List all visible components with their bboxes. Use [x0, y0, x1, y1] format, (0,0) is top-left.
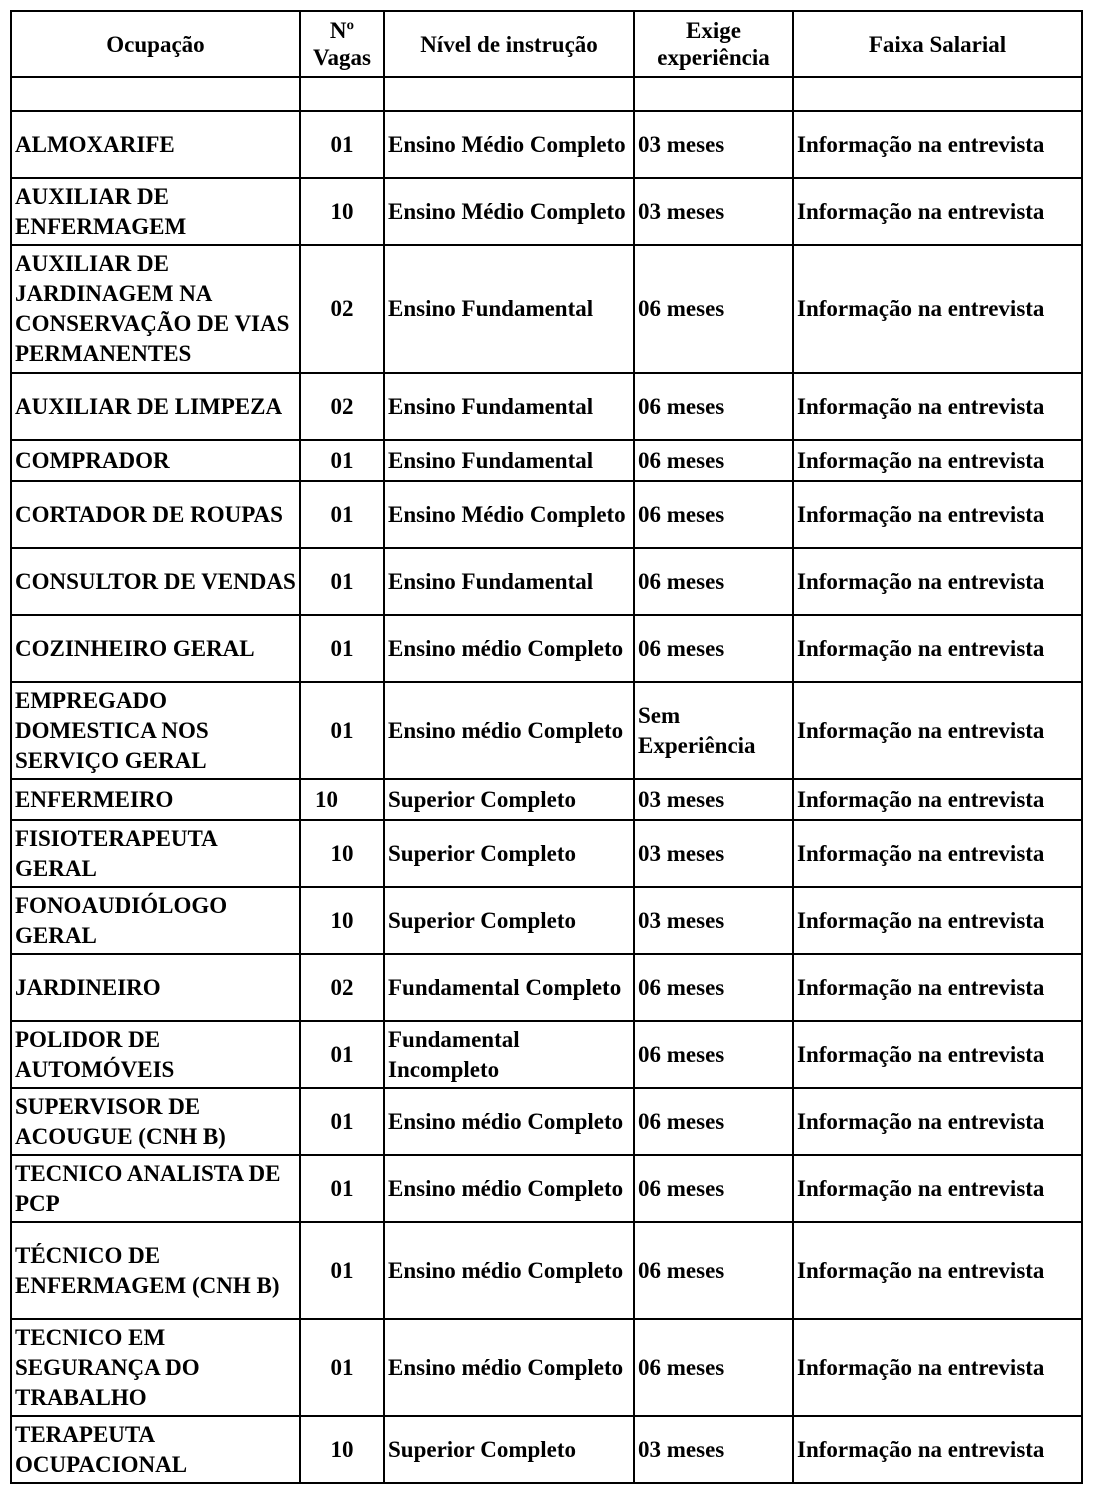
cell-vagas: 01 [300, 682, 384, 779]
header-vagas-line2: Vagas [313, 45, 371, 70]
empty-cell [634, 77, 793, 111]
cell-ocupacao: POLIDOR DE AUTOMÓVEIS [11, 1021, 300, 1088]
cell-nivel: Superior Completo [384, 1416, 634, 1483]
table-body [11, 77, 1082, 1483]
header-row [11, 11, 1082, 77]
cell-vagas: 01 [300, 1088, 384, 1155]
header-vagas [300, 11, 384, 77]
cell-nivel: Fundamental Incompleto [384, 1021, 634, 1088]
cell-faixa: Informação na entrevista [793, 1088, 1082, 1155]
cell-vagas: 02 [300, 954, 384, 1021]
cell-vagas: 01 [300, 440, 384, 481]
cell-ocupacao: ENFERMEIRO [11, 779, 300, 820]
cell-vagas: 01 [300, 615, 384, 682]
cell-experiencia: 06 meses [634, 1155, 793, 1222]
cell-faixa: Informação na entrevista [793, 887, 1082, 954]
empty-row [11, 77, 1082, 111]
cell-ocupacao: SUPERVISOR DE ACOUGUE (CNH B) [11, 1088, 300, 1155]
cell-vagas: 10 [300, 1416, 384, 1483]
cell-experiencia: Sem Experiência [634, 682, 793, 779]
cell-nivel: Ensino médio Completo [384, 1222, 634, 1319]
cell-nivel: Ensino médio Completo [384, 1088, 634, 1155]
cell-experiencia: 06 meses [634, 245, 793, 373]
table-header [11, 11, 1082, 77]
cell-vagas: 01 [300, 1222, 384, 1319]
cell-faixa: Informação na entrevista [793, 682, 1082, 779]
cell-ocupacao: JARDINEIRO [11, 954, 300, 1021]
cell-faixa: Informação na entrevista [793, 615, 1082, 682]
cell-ocupacao: COZINHEIRO GERAL [11, 615, 300, 682]
header-ocupacao: Ocupação [11, 11, 300, 77]
cell-experiencia: 06 meses [634, 440, 793, 481]
cell-ocupacao: CORTADOR DE ROUPAS [11, 481, 300, 548]
cell-faixa: Informação na entrevista [793, 1416, 1082, 1483]
cell-experiencia: 06 meses [634, 481, 793, 548]
cell-vagas: 01 [300, 481, 384, 548]
table-row [11, 548, 1082, 615]
cell-ocupacao: FONOAUDIÓLOGO GERAL [11, 887, 300, 954]
cell-ocupacao: TERAPEUTA OCUPACIONAL [11, 1416, 300, 1483]
cell-vagas: 10 [300, 779, 384, 820]
cell-faixa: Informação na entrevista [793, 111, 1082, 178]
cell-ocupacao: AUXILIAR DE JARDINAGEM NA CONSERVAÇÃO DE VIAS PERMANENTES [11, 245, 300, 373]
empty-cell [384, 77, 634, 111]
cell-ocupacao: TÉCNICO DE ENFERMAGEM (CNH B) [11, 1222, 300, 1319]
cell-nivel: Superior Completo [384, 820, 634, 887]
cell-faixa: Informação na entrevista [793, 1155, 1082, 1222]
cell-experiencia: 03 meses [634, 820, 793, 887]
empty-cell [300, 77, 384, 111]
table-row [11, 1416, 1082, 1483]
cell-experiencia: 06 meses [634, 373, 793, 440]
cell-nivel: Ensino Fundamental [384, 245, 634, 373]
cell-faixa: Informação na entrevista [793, 178, 1082, 245]
cell-experiencia: 06 meses [634, 1088, 793, 1155]
cell-experiencia: 03 meses [634, 1416, 793, 1483]
cell-ocupacao: EMPREGADO DOMESTICA NOS SERVIÇO GERAL [11, 682, 300, 779]
cell-faixa: Informação na entrevista [793, 954, 1082, 1021]
cell-experiencia: 06 meses [634, 1021, 793, 1088]
cell-experiencia: 06 meses [634, 548, 793, 615]
cell-ocupacao: CONSULTOR DE VENDAS [11, 548, 300, 615]
table-row [11, 1155, 1082, 1222]
cell-nivel: Superior Completo [384, 779, 634, 820]
cell-ocupacao: ALMOXARIFE [11, 111, 300, 178]
table-row [11, 1021, 1082, 1088]
header-faixa: Faixa Salarial [793, 11, 1082, 77]
table-row [11, 682, 1082, 779]
table-row [11, 1319, 1082, 1416]
table-row [11, 615, 1082, 682]
cell-faixa: Informação na entrevista [793, 820, 1082, 887]
cell-faixa: Informação na entrevista [793, 440, 1082, 481]
cell-vagas: 10 [300, 887, 384, 954]
cell-faixa: Informação na entrevista [793, 1319, 1082, 1416]
table-row [11, 887, 1082, 954]
cell-nivel: Ensino médio Completo [384, 682, 634, 779]
header-exige-line2: experiência [657, 45, 770, 70]
cell-nivel: Fundamental Completo [384, 954, 634, 1021]
cell-faixa: Informação na entrevista [793, 1021, 1082, 1088]
cell-ocupacao: AUXILIAR DE LIMPEZA [11, 373, 300, 440]
cell-ocupacao: TECNICO ANALISTA DE PCP [11, 1155, 300, 1222]
table-row [11, 245, 1082, 373]
cell-vagas: 01 [300, 1021, 384, 1088]
table-row [11, 1222, 1082, 1319]
cell-faixa: Informação na entrevista [793, 373, 1082, 440]
cell-vagas: 02 [300, 245, 384, 373]
cell-nivel: Ensino Médio Completo [384, 481, 634, 548]
cell-experiencia: 03 meses [634, 887, 793, 954]
cell-experiencia: 03 meses [634, 111, 793, 178]
cell-experiencia: 03 meses [634, 779, 793, 820]
cell-faixa: Informação na entrevista [793, 245, 1082, 373]
table-row [11, 440, 1082, 481]
cell-nivel: Superior Completo [384, 887, 634, 954]
cell-ocupacao: FISIOTERAPEUTA GERAL [11, 820, 300, 887]
cell-experiencia: 06 meses [634, 954, 793, 1021]
cell-experiencia: 06 meses [634, 615, 793, 682]
cell-vagas: 01 [300, 1155, 384, 1222]
cell-faixa: Informação na entrevista [793, 548, 1082, 615]
table-row [11, 373, 1082, 440]
table-row [11, 111, 1082, 178]
empty-cell [11, 77, 300, 111]
cell-vagas: 02 [300, 373, 384, 440]
cell-vagas: 10 [300, 178, 384, 245]
cell-experiencia: 03 meses [634, 178, 793, 245]
header-nivel: Nível de instrução [384, 11, 634, 77]
header-exige-line1: Exige [686, 18, 741, 43]
cell-ocupacao: AUXILIAR DE ENFERMAGEM [11, 178, 300, 245]
cell-vagas: 10 [300, 820, 384, 887]
cell-nivel: Ensino Fundamental [384, 373, 634, 440]
table-row [11, 954, 1082, 1021]
cell-faixa: Informação na entrevista [793, 779, 1082, 820]
cell-nivel: Ensino médio Completo [384, 1155, 634, 1222]
table-row [11, 820, 1082, 887]
cell-experiencia: 06 meses [634, 1319, 793, 1416]
cell-nivel: Ensino Médio Completo [384, 111, 634, 178]
table-row [11, 779, 1082, 820]
job-openings-table [10, 10, 1083, 1484]
cell-ocupacao: COMPRADOR [11, 440, 300, 481]
cell-faixa: Informação na entrevista [793, 1222, 1082, 1319]
table-row [11, 1088, 1082, 1155]
cell-nivel: Ensino Médio Completo [384, 178, 634, 245]
cell-nivel: Ensino Fundamental [384, 548, 634, 615]
table-row [11, 178, 1082, 245]
cell-nivel: Ensino Fundamental [384, 440, 634, 481]
cell-vagas: 01 [300, 111, 384, 178]
cell-experiencia: 06 meses [634, 1222, 793, 1319]
cell-nivel: Ensino médio Completo [384, 615, 634, 682]
header-vagas-line1: Nº [329, 18, 355, 43]
cell-vagas: 01 [300, 1319, 384, 1416]
header-exige [634, 11, 793, 77]
cell-vagas: 01 [300, 548, 384, 615]
cell-ocupacao: TECNICO EM SEGURANÇA DO TRABALHO [11, 1319, 300, 1416]
cell-faixa: Informação na entrevista [793, 481, 1082, 548]
table-row [11, 481, 1082, 548]
cell-nivel: Ensino médio Completo [384, 1319, 634, 1416]
empty-cell [793, 77, 1082, 111]
